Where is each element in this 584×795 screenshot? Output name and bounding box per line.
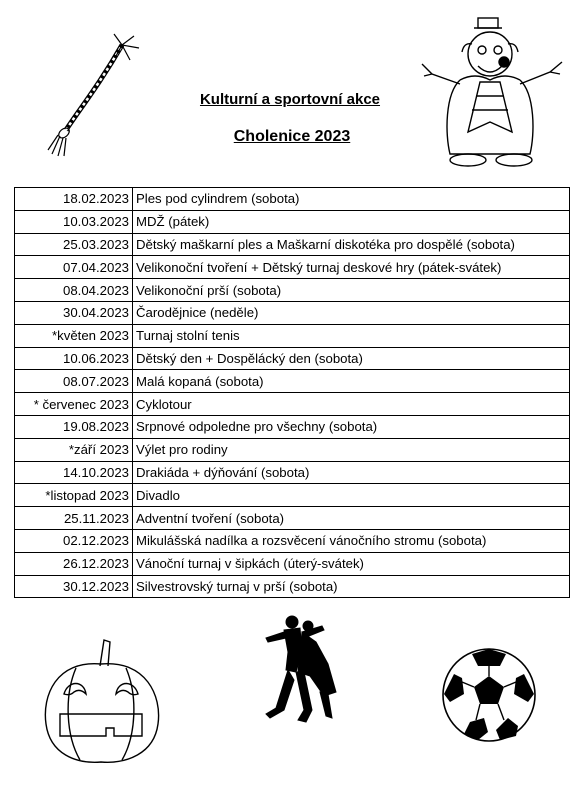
event-date: 19.08.2023 bbox=[15, 415, 133, 438]
table-row bbox=[15, 575, 570, 598]
event-name: Ples pod cylindrem (sobota) bbox=[133, 188, 570, 211]
event-date: *listopad 2023 bbox=[15, 484, 133, 507]
event-date: 07.04.2023 bbox=[15, 256, 133, 279]
event-date: 10.03.2023 bbox=[15, 210, 133, 233]
event-name: Drakiáda + dýňování (sobota) bbox=[133, 461, 570, 484]
event-date: *květen 2023 bbox=[15, 324, 133, 347]
page-subtitle: Cholenice 2023 bbox=[233, 128, 351, 145]
football-icon bbox=[440, 646, 538, 744]
table-row bbox=[15, 507, 570, 530]
event-name: Velikonoční prší (sobota) bbox=[133, 279, 570, 302]
table-row bbox=[15, 324, 570, 347]
event-name: Srpnové odpoledne pro všechny (sobota) bbox=[133, 415, 570, 438]
event-date: 08.07.2023 bbox=[15, 370, 133, 393]
table-row bbox=[15, 301, 570, 324]
table-row bbox=[15, 552, 570, 575]
event-name: Vánoční turnaj v šipkách (úterý-svátek) bbox=[133, 552, 570, 575]
event-date: 02.12.2023 bbox=[15, 529, 133, 552]
table-row bbox=[15, 529, 570, 552]
table-row bbox=[15, 279, 570, 302]
event-date: 30.12.2023 bbox=[15, 575, 133, 598]
event-name: MDŽ (pátek) bbox=[133, 210, 570, 233]
table-row bbox=[15, 484, 570, 507]
event-name: Výlet pro rodiny bbox=[133, 438, 570, 461]
table-row bbox=[15, 210, 570, 233]
event-name: Malá kopaná (sobota) bbox=[133, 370, 570, 393]
event-date: 10.06.2023 bbox=[15, 347, 133, 370]
event-name: Adventní tvoření (sobota) bbox=[133, 507, 570, 530]
event-date: 25.11.2023 bbox=[15, 507, 133, 530]
table-row bbox=[15, 415, 570, 438]
table-row bbox=[15, 370, 570, 393]
events-table bbox=[14, 187, 570, 598]
dancing-couple-icon bbox=[262, 612, 340, 724]
table-row bbox=[15, 188, 570, 211]
event-date: *září 2023 bbox=[15, 438, 133, 461]
event-date: 18.02.2023 bbox=[15, 188, 133, 211]
event-date: 08.04.2023 bbox=[15, 279, 133, 302]
event-name: Dětský den + Dospělácký den (sobota) bbox=[133, 347, 570, 370]
event-name: Mikulášská nadílka a rozsvěcení vánočního stromu (sobota) bbox=[133, 529, 570, 552]
event-name: Divadlo bbox=[133, 484, 570, 507]
table-row bbox=[15, 438, 570, 461]
page-title: Kulturní a sportovní akce bbox=[199, 91, 381, 108]
table-row bbox=[15, 256, 570, 279]
event-name: Silvestrovský turnaj v prší (sobota) bbox=[133, 575, 570, 598]
event-date: * červenec 2023 bbox=[15, 393, 133, 416]
event-date: 14.10.2023 bbox=[15, 461, 133, 484]
event-name: Turnaj stolní tenis bbox=[133, 324, 570, 347]
table-row bbox=[15, 393, 570, 416]
event-name: Cyklotour bbox=[133, 393, 570, 416]
event-name: Velikonoční tvoření + Dětský turnaj deskové hry (pátek-svátek) bbox=[133, 256, 570, 279]
table-row bbox=[15, 461, 570, 484]
event-name: Dětský maškarní ples a Maškarní diskotéka pro dospělé (sobota) bbox=[133, 233, 570, 256]
event-date: 30.04.2023 bbox=[15, 301, 133, 324]
pumpkin-icon bbox=[36, 636, 166, 766]
table-row bbox=[15, 347, 570, 370]
event-name: Čarodějnice (neděle) bbox=[133, 301, 570, 324]
event-date: 25.03.2023 bbox=[15, 233, 133, 256]
table-row bbox=[15, 233, 570, 256]
event-date: 26.12.2023 bbox=[15, 552, 133, 575]
